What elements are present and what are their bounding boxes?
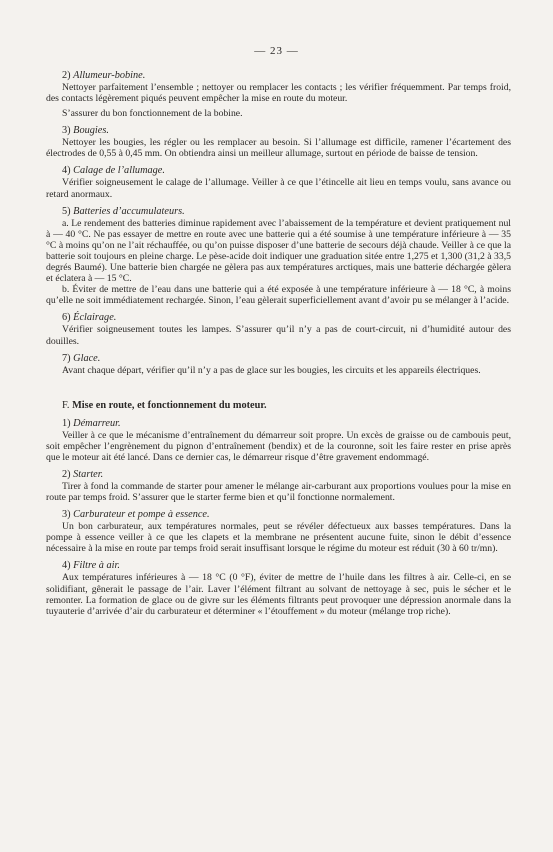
paragraph: Un bon carburateur, aux températures normales, peut se révéler défectueux aux basses températures. Dans la pompe à essence veiller à ce que les clapets et la membrane ne présentent aucune fuite, sinon le débit d’essence nécessaire à la mise en route par temps froid serait insuffisant lorsque le régime du moteur est réduit (30 à 60 tr/mn). [46, 521, 511, 555]
section-eclairage [46, 312, 511, 346]
paragraph: b. Éviter de mettre de l’eau dans une batterie qui a été exposée à une température inférieure à — 18 °C, à moins qu’elle ne soit immédiatement rechargée. Sinon, l’eau gèlerait superficiellement avant d’avoir pu se mélanger à l’acide. [46, 284, 511, 307]
paragraph: Tirer à fond la commande de starter pour amener le mélange air-carburant aux proportions voulues pour la mise en route par temps froid. S’assurer que le starter ferme bien et qu’il fonctionne normalement. [46, 480, 511, 504]
paragraph: Avant chaque départ, vérifier qu’il n’y a pas de glace sur les bougies, les circuits et les appareils électriques. [62, 364, 481, 376]
section-filtre-air [46, 560, 511, 616]
paragraph: Aux températures inférieures à — 18 °C (0 °F), éviter de mettre de l’huile dans les filtres à air. Celle-ci, en se solidifiant, gênerait le passage de l’air. Laver l’élément filtrant au solvant de nettoyage à sec, puis le sécher et le remonter. La formation de glace ou de givre sur les éléments filtrants peut provoquer une dépression anormale dans la tuyauterie d’arrivée d’air du carburateur et déterminer « l’étouffement » du moteur (mélange trop riche). [46, 572, 511, 617]
section-calage-allumage [46, 165, 511, 199]
section-heading: 4) Calage de l’allumage. [62, 165, 165, 177]
section-heading: 7) Glace. [62, 352, 101, 364]
section-heading: 2) Starter. [62, 468, 104, 480]
section-heading: 3) Bougies. [62, 125, 109, 137]
section-heading: 3) Carburateur et pompe à essence. [62, 509, 210, 521]
paragraph: Veiller à ce que le mécanisme d’entraînement du démarreur soit propre. Un excès de graisse ou de cambouis peut, soit empêcher l’engrènement du pignon d’entraînement (bendix) et de la couronne, soit les faire rester en prise après que le moteur ait été lancé. Dans ce dernier cas, le démarreur risque d’être gravement endommagé. [46, 429, 511, 463]
paragraph: Vérifier soigneusement toutes les lampes. S’assurer qu’il n’y a pas de court-circuit, ni d’humidité autour des douilles. [46, 324, 511, 347]
section-carburateur [46, 509, 511, 554]
section-demarreur [46, 418, 511, 463]
section-heading: 4) Filtre à air. [62, 560, 120, 572]
paragraph: Nettoyer les bougies, les régler ou les remplacer au besoin. Si l’allumage est difficile, ramener l’écartement des électrodes de 0,55 à 0,45 mm. On obtiendra ainsi un meilleur allumage, surtout en période de baisse de tension. [46, 137, 511, 160]
section-heading: 6) Éclairage. [62, 312, 117, 324]
paragraph: a. Le rendement des batteries diminue rapidement avec l’abaissement de la température et devient pratiquement nul à — 40 °C. Ne pas essayer de mettre en route avec une batterie qui a été soumise à une température inférieure à — 35 °C à moins qu’on ne l’ait réchauffée, ou qu’on puisse disposer d’une batterie de secours déjà chaude. Veiller à ce que la batterie soit toujours en pleine charge. Le pèse-acide doit indiquer une graduation sitée entre 1,275 et 1,300 (31,2 à 33,5 degrés Baumé). Une batterie bien chargée ne gèlera pas aux températures arctiques, mais une batterie déchargée gèlera et éclatera à — 15 °C. [46, 217, 511, 285]
page-content [46, 70, 511, 617]
section-heading: 5) Batteries d’accumulateurs. [62, 205, 185, 217]
page-number: — 23 — [254, 45, 299, 57]
paragraph: Nettoyer parfaitement l’ensemble ; nettoyer ou remplacer les contacts ; les vérifier fréquemment. Par temps froid, des contacts légèrement piqués peuvent empêcher la mise en route du moteur. [46, 82, 511, 105]
paragraph: Vérifier soigneusement le calage de l’allumage. Veiller à ce que l’étincelle ait lieu en temps voulu, sans avance ou retard anormaux. [46, 177, 511, 200]
section-batteries [46, 206, 511, 307]
section-heading: 2) Allumeur-bobine. [62, 70, 146, 81]
section-bougies [46, 125, 511, 159]
section-starter [46, 469, 511, 503]
section-heading: 1) Démarreur. [62, 417, 121, 429]
section-allumeur-bobine [46, 70, 511, 119]
section-glace [46, 353, 511, 376]
paragraph: S’assurer du bon fonctionnement de la bobine. [62, 108, 243, 120]
major-heading: F. Mise en route, et fonctionnement du moteur. [62, 399, 267, 411]
